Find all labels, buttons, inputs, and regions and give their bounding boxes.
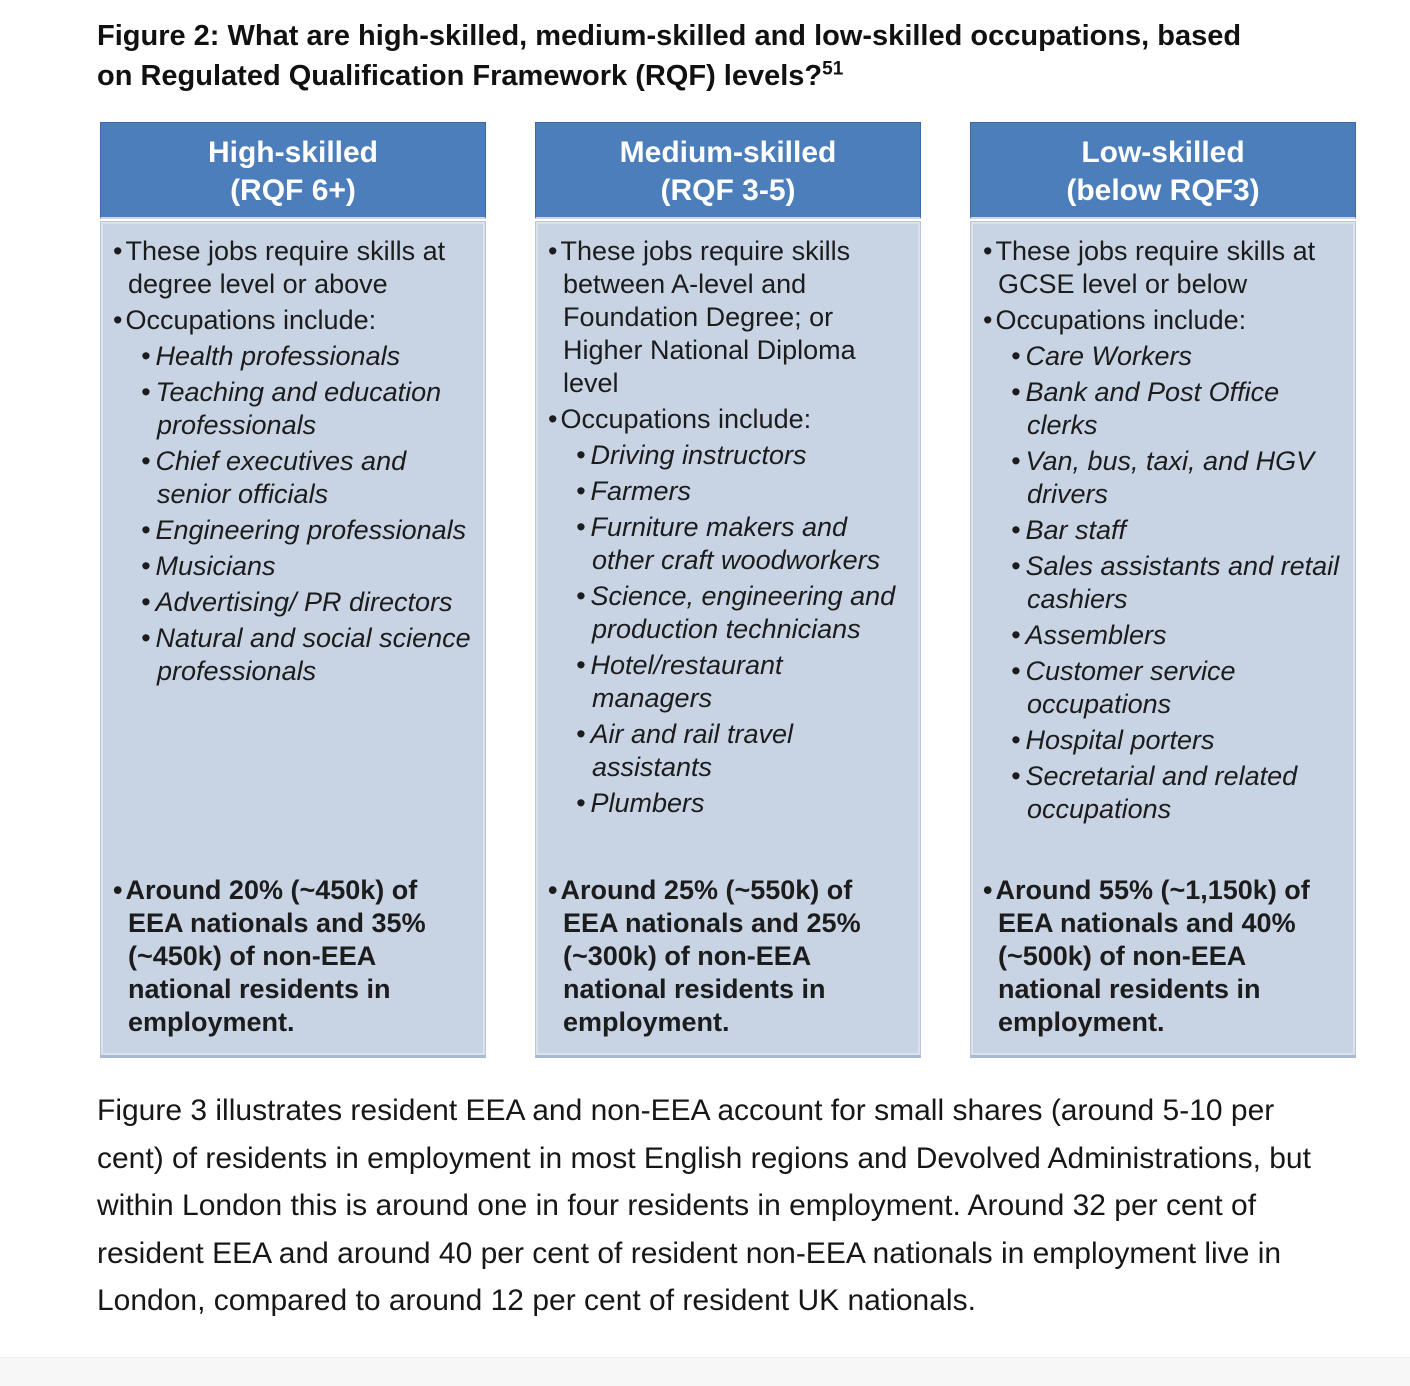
figure-2-caption-text: Figure 2: What are high-skilled, medium-skilled and low-skilled occupations, based on Regulated Qualification Framework (RQF) levels? <box>97 20 1242 92</box>
occupation-item: • Plumbers <box>548 787 908 820</box>
occupation-item: • Driving instructors <box>548 439 908 472</box>
column-subtitle: (RQF 3-5) <box>660 174 796 207</box>
page-edge-strip <box>0 1357 1410 1386</box>
column-subtitle: (RQF 6+) <box>230 174 356 207</box>
occupation-item: • Furniture makers and other craft woodworkers <box>548 511 908 577</box>
occupation-item: • Van, bus, taxi, and HGV drivers <box>983 445 1343 511</box>
occupation-item: • Sales assistants and retail cashiers <box>983 550 1343 616</box>
description-bullet: • These jobs require skills between A-level and Foundation Degree; or Higher National Diploma level <box>548 235 908 400</box>
occupations-list <box>983 340 1343 826</box>
column-title: High-skilled <box>207 136 379 169</box>
column-high-skilled <box>100 122 486 1058</box>
occupation-item: • Customer service occupations <box>983 655 1343 721</box>
summary-bullet: • Around 25% (~550k) of EEA nationals and 25% (~300k) of non-EEA national residents in employment. <box>548 874 908 1039</box>
occupations-label: • Occupations include: <box>983 304 1343 337</box>
column-body-low-skilled <box>970 221 1356 1058</box>
occupation-item: • Hospital porters <box>983 724 1343 757</box>
occupation-item: • Farmers <box>548 475 908 508</box>
occupation-item: • Secretarial and related occupations <box>983 760 1343 826</box>
occupation-item: • Air and rail travel assistants <box>548 718 908 784</box>
column-low-skilled <box>970 122 1356 1058</box>
occupation-item: • Chief executives and senior officials <box>113 445 473 511</box>
column-content <box>983 232 1343 826</box>
occupation-item: • Health professionals <box>113 340 473 373</box>
column-body-medium-skilled <box>535 221 921 1058</box>
occupation-item: • Natural and social science professionals <box>113 622 473 688</box>
occupation-item: • Bank and Post Office clerks <box>983 376 1343 442</box>
column-content <box>548 232 908 820</box>
column-subtitle: (below RQF3) <box>1066 174 1260 207</box>
figure-3-paragraph: Figure 3 illustrates resident EEA and non-EEA account for small shares (around 5-10 per cent) of residents in employment in most English regions and Devolved Administrations, but within London this is around one in four residents in employment. Around 32 per cent of resident EEA and around 40 per cent of resident non-EEA nationals in employment live in London, compared to around 12 per cent of resident UK nationals. <box>97 1094 1311 1317</box>
occupation-item: • Bar staff <box>983 514 1343 547</box>
occupation-item: • Musicians <box>113 550 473 583</box>
occupation-item: • Teaching and education professionals <box>113 376 473 442</box>
occupations-list <box>548 439 908 820</box>
column-title: Low-skilled <box>1081 136 1245 169</box>
column-title: Medium-skilled <box>619 136 837 169</box>
occupation-item: • Hotel/restaurant managers <box>548 649 908 715</box>
occupation-item: • Care Workers <box>983 340 1343 373</box>
occupations-list <box>113 340 473 688</box>
column-body-high-skilled <box>100 221 486 1058</box>
summary-bullet: • Around 20% (~450k) of EEA nationals and 35% (~450k) of non-EEA national residents in employment. <box>113 874 473 1039</box>
description-bullet: • These jobs require skills at degree level or above <box>113 235 473 301</box>
occupation-item: • Engineering professionals <box>113 514 473 547</box>
occupation-item: • Science, engineering and production technicians <box>548 580 908 646</box>
footnote-reference: 51 <box>822 58 844 80</box>
column-medium-skilled <box>535 122 921 1058</box>
figure-2-caption <box>97 16 1242 96</box>
occupation-item: • Assemblers <box>983 619 1343 652</box>
column-header-high-skilled <box>100 122 486 219</box>
column-header-medium-skilled <box>535 122 921 219</box>
description-bullet: • These jobs require skills at GCSE level or below <box>983 235 1343 301</box>
column-content <box>113 232 473 688</box>
column-header-low-skilled <box>970 122 1356 219</box>
occupations-label: • Occupations include: <box>113 304 473 337</box>
skill-level-columns <box>100 122 1356 1058</box>
occupation-item: • Advertising/ PR directors <box>113 586 473 619</box>
summary-bullet: • Around 55% (~1,150k) of EEA nationals and 40% (~500k) of non-EEA national residents in employment. <box>983 874 1343 1039</box>
occupations-label: • Occupations include: <box>548 403 908 436</box>
